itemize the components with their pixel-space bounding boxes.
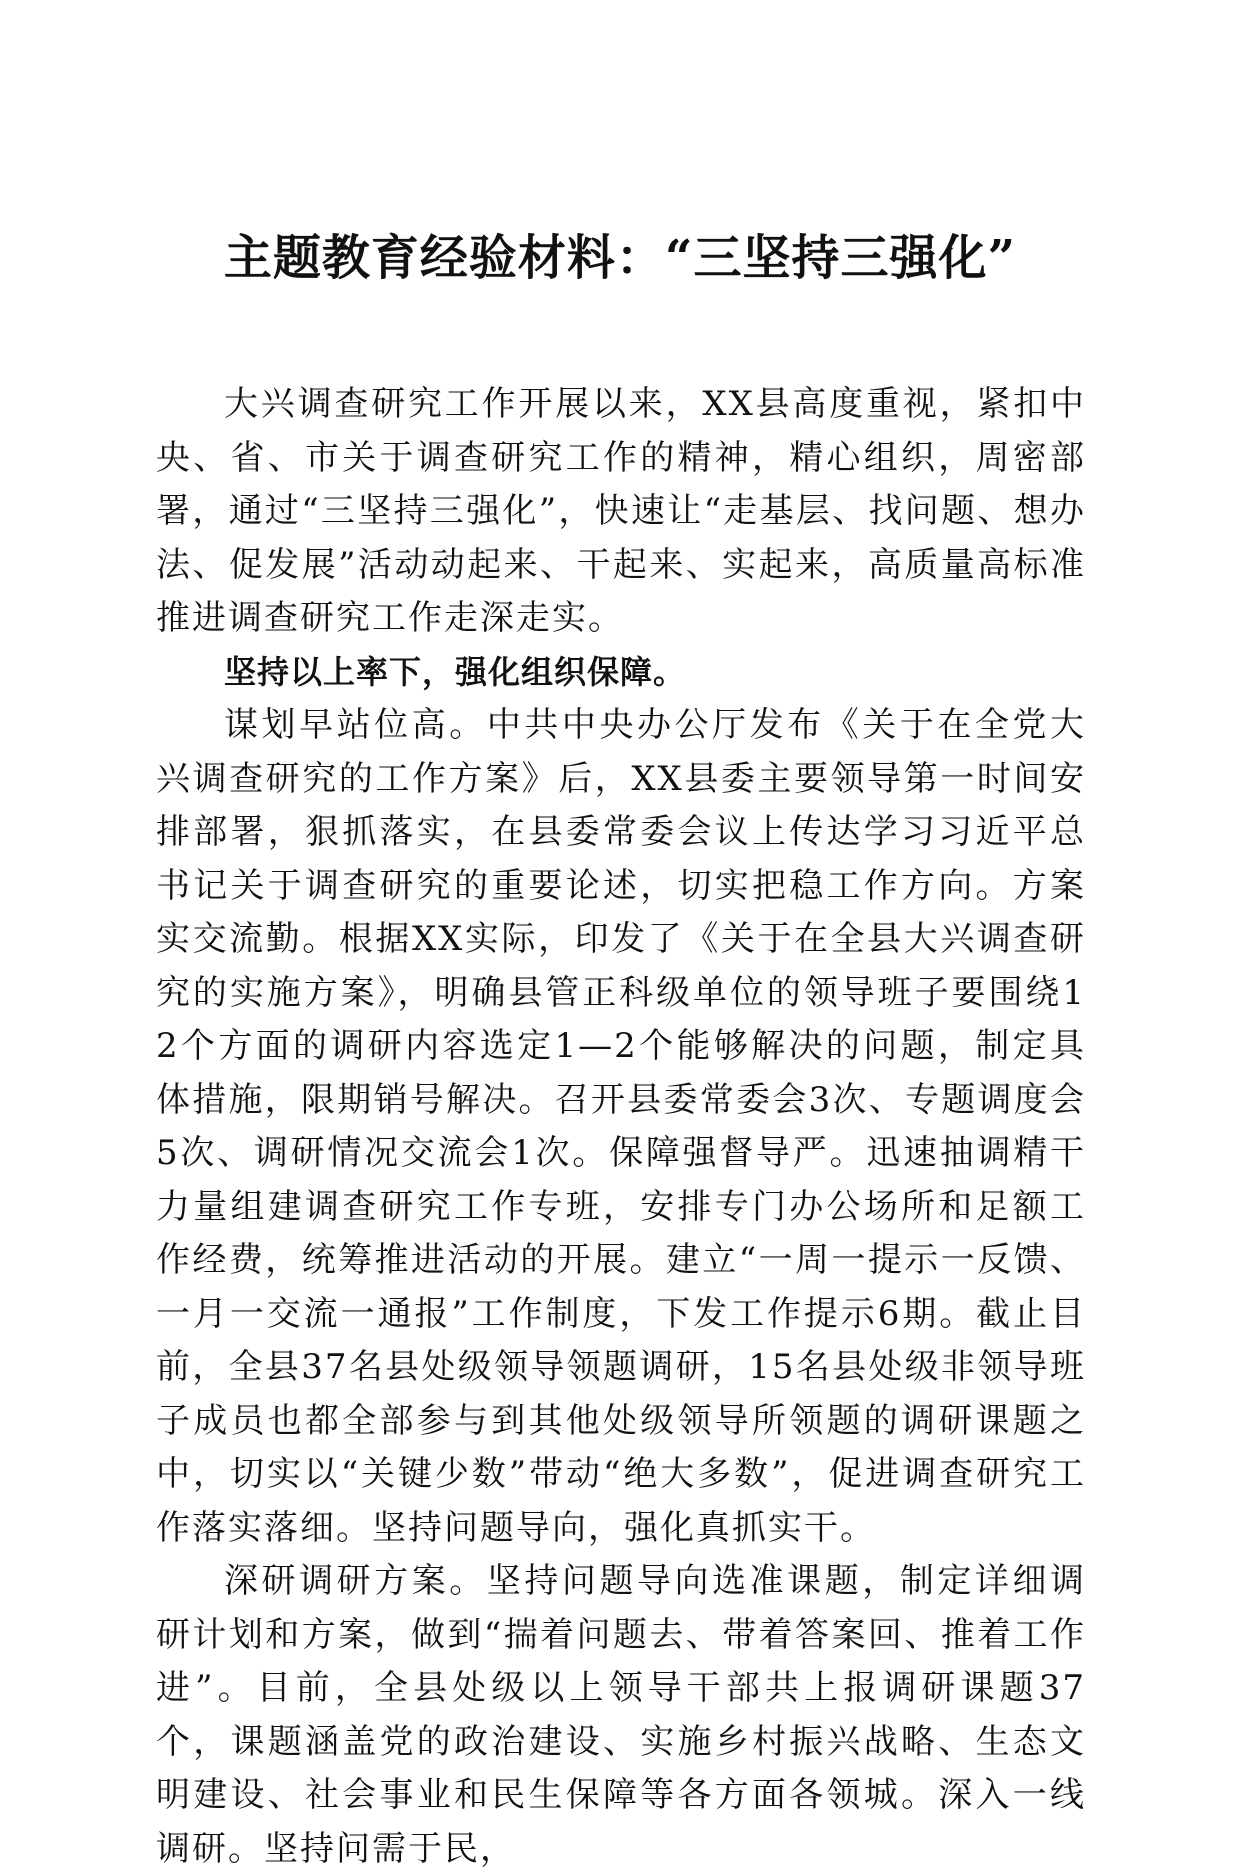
section-paragraph: 谋划早站位高。中共中央办公厅发布《关于在全党大兴调查研究的工作方案》后，XX县委主要领导第一时间安排部署，狠抓落实，在县委常委会议上传达学习习近平总书记关于调查研究的重要论述，切实把稳工作方向。方案实交流勤。根据XX实际，印发了《关于在全县大兴调查研究的实施方案》，明确县管正科级单位的领导班子要围绕12个方面的调研内容选定1—2个能够解决的问题，制定具体措施，限期销号解决。召开县委常委会3次、专题调度会5次、调研情况交流会1次。保障强督导严。迅速抽调精干力量组建调查研究工作专班，安排专门办公场所和足额工作经费，统筹推进活动的开展。建立“一周一提示一反馈、一月一交流一通报”工作制度，下发工作提示6期。截止目前，全县37名县处级领导领题调研，15名县处级非领导班子成员也都全部参与到其他处级领导所领题的调研课题之中，切实以“关键少数”带动“绝大多数”，促进调查研究工作落实落细。坚持问题导向，强化真抓实干。 <box>156 705 1086 1548</box>
intro-paragraph: 大兴调查研究工作开展以来，XX县高度重视，紧扣中央、省、市关于调查研究工作的精神，精心组织，周密部署，通过“三坚持三强化”，快速让“走基层、找问题、想办法、促发展”活动动起来、干起来、实起来，高质量高标准推进调查研究工作走深走实。 <box>156 384 1086 638</box>
section-paragraph-2: 深研调研方案。坚持问题导向选准课题，制定详细调研计划和方案，做到“揣着问题去、带着答案回、推着工作进”。目前，全县处级以上领导干部共上报调研课题37个，课题涵盖党的政治建设、实施乡村振兴战略、生态文明建设、社会事业和民生保障等各方面各领城。深入一线调研。坚持问需于民， <box>156 1561 1086 1869</box>
document-title: 主题教育经验材料：“三坚持三强化” <box>223 230 1017 286</box>
document-body <box>156 378 1086 1876</box>
section-heading: 坚持以上率下，强化组织保障。 <box>224 652 687 691</box>
